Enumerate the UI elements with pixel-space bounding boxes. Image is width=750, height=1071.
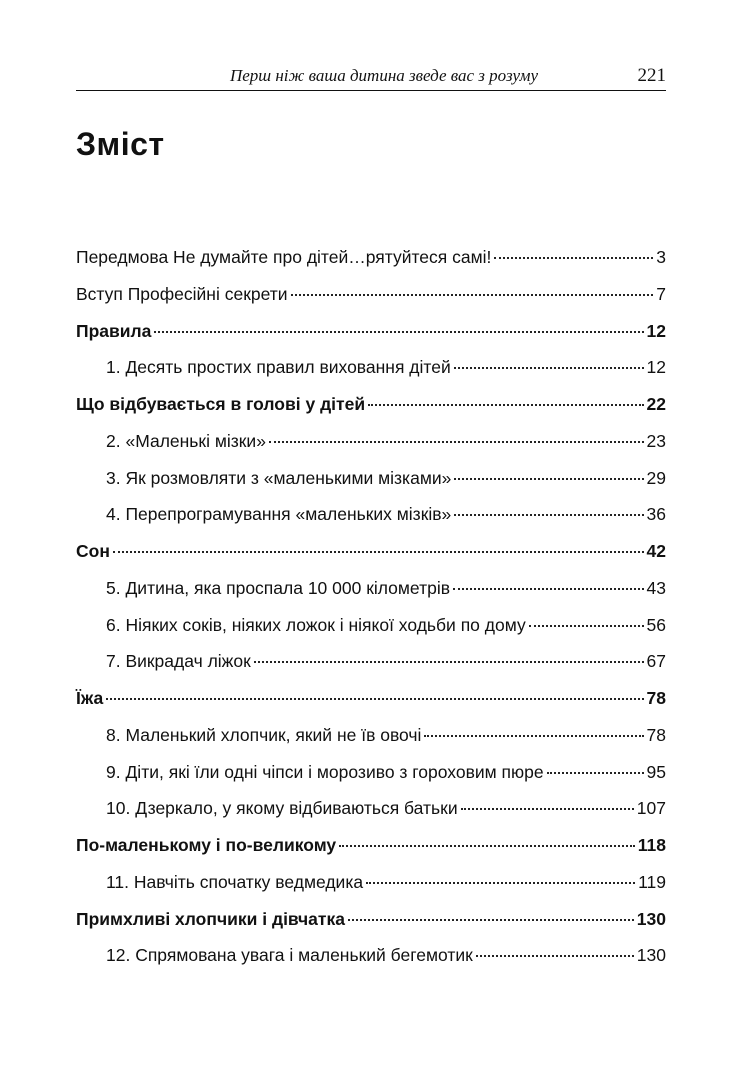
toc-entry-label: 4. Перепрограмування «маленьких мізків» (106, 504, 452, 525)
running-header (76, 64, 666, 91)
toc-entry-label: Правила (76, 320, 152, 341)
toc-entry[interactable] (76, 357, 666, 394)
toc-entry[interactable] (76, 798, 666, 835)
toc-entry-label: Їжа (76, 688, 104, 708)
dot-leader (106, 698, 643, 700)
toc-entry-label: Вступ Професійні секрети (76, 283, 288, 304)
toc-section-entry[interactable] (76, 394, 666, 431)
toc-entry[interactable] (76, 431, 666, 468)
toc-entry-page: 43 (646, 577, 666, 598)
toc-entry-label: 6. Ніяких соків, ніяких ложок і ніякої ходьби по дому (106, 614, 526, 635)
toc-entry-page: 22 (646, 394, 666, 414)
toc-entry-page: 42 (646, 541, 666, 561)
toc-entry[interactable] (76, 578, 666, 615)
toc-entry-label: Передмова Не думайте про дітей…рятуйтеся самі! (76, 247, 492, 267)
toc-entry-page: 95 (646, 761, 666, 782)
dot-leader (453, 588, 644, 590)
toc-entry-label: 2. «Маленькі мізки» (106, 430, 266, 451)
dot-leader (368, 404, 643, 406)
toc-entry-page: 36 (646, 504, 666, 525)
table-of-contents (76, 247, 666, 982)
toc-section-entry[interactable] (76, 688, 666, 725)
dot-leader (424, 735, 643, 737)
dot-leader (113, 551, 644, 553)
toc-entry[interactable] (76, 504, 666, 541)
toc-entry[interactable] (76, 762, 666, 799)
dot-leader (366, 882, 635, 884)
toc-entry-page: 23 (646, 430, 666, 451)
toc-entry[interactable] (76, 284, 666, 321)
toc-entry-label: Що відбувається в голові у дітей (76, 394, 366, 414)
toc-entry-label: 1. Десять простих правил виховання дітей (106, 357, 451, 378)
dot-leader (547, 772, 644, 774)
toc-entry-page: 78 (646, 724, 666, 745)
toc-entry-page: 78 (646, 688, 666, 708)
dot-leader (348, 919, 634, 921)
toc-entry[interactable] (76, 872, 666, 909)
toc-section-entry[interactable] (76, 909, 666, 946)
running-title: Перш ніж ваша дитина зведе вас з розуму (229, 66, 538, 85)
toc-entry-page: 130 (636, 945, 666, 966)
toc-entry[interactable] (76, 945, 666, 982)
toc-section-entry[interactable] (76, 541, 666, 578)
toc-entry[interactable] (76, 651, 666, 688)
dot-leader (291, 294, 654, 296)
toc-entry-page: 29 (646, 467, 666, 488)
dot-leader (454, 478, 643, 480)
toc-entry-label: 3. Як розмовляти з «маленькими мізками» (106, 467, 452, 488)
toc-entry-page: 119 (638, 871, 666, 892)
dot-leader (254, 661, 644, 663)
toc-entry[interactable] (76, 247, 666, 284)
toc-entry[interactable] (76, 725, 666, 762)
dot-leader (494, 257, 653, 259)
dot-leader (269, 441, 644, 443)
toc-entry-label: По-маленькому і по-великому (76, 835, 337, 855)
dot-leader (476, 955, 634, 957)
toc-entry-page: 7 (656, 283, 666, 304)
toc-entry-page: 130 (636, 908, 666, 929)
toc-entry-label: 5. Дитина, яка проспала 10 000 кілометрів (106, 577, 451, 598)
dot-leader (154, 331, 643, 333)
toc-entry-page: 107 (636, 798, 666, 819)
dot-leader (339, 845, 635, 847)
toc-entry-label: 10. Дзеркало, у якому відбиваються батьки (106, 798, 458, 819)
dot-leader (454, 514, 643, 516)
toc-entry-page: 12 (646, 320, 666, 341)
toc-entry-label: Сон (76, 541, 110, 561)
dot-leader (454, 367, 644, 369)
toc-entry-label: 11. Навчіть спочатку ведмедика (106, 871, 364, 892)
toc-entry-label: 8. Маленький хлопчик, який не їв овочі (106, 724, 422, 745)
toc-entry-label: 9. Діти, які їли одні чіпси і морозиво з гороховим пюре (106, 761, 544, 782)
toc-entry-label: Примхливі хлопчики і дівчатка (76, 908, 345, 929)
toc-entry-page: 56 (646, 614, 666, 635)
dot-leader (529, 625, 644, 627)
toc-section-entry[interactable] (76, 835, 666, 872)
page-number: 221 (637, 65, 666, 86)
toc-entry[interactable] (76, 615, 666, 652)
page-title: Зміст (76, 126, 165, 162)
toc-entry-page: 12 (646, 357, 666, 378)
toc-entry-label: 12. Спрямована увага і маленький бегемотик (106, 945, 473, 966)
toc-entry-label: 7. Викрадач ліжок (106, 651, 251, 672)
dot-leader (461, 808, 634, 810)
toc-entry-page: 67 (646, 651, 666, 672)
toc-entry[interactable] (76, 468, 666, 505)
toc-entry-page: 3 (656, 247, 666, 267)
toc-entry-page: 118 (637, 835, 666, 855)
toc-section-entry[interactable] (76, 321, 666, 358)
